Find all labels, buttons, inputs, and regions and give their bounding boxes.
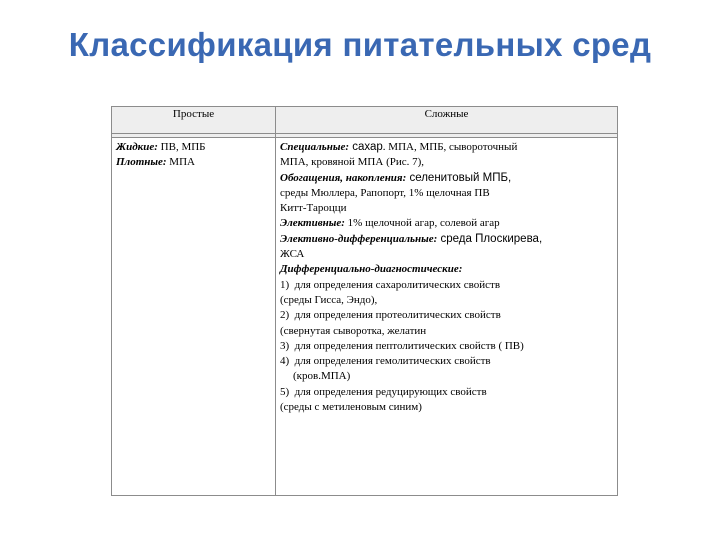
elective-label: Элективные: — [280, 217, 345, 230]
solid-label: Плотные: — [116, 156, 167, 169]
list-item-continuation: (кров.МПА) — [293, 370, 351, 383]
list-item-text: для определения гемолитических свойств — [294, 355, 491, 368]
slide-title: Классификация питательных сред — [68, 26, 652, 63]
list-item-continuation: (свернутая сыворотка, желатин — [280, 324, 427, 337]
list-item-continuation: (среды Гисса, Эндо), — [280, 293, 378, 306]
elect-diff-line-2: ЖСА — [280, 248, 305, 261]
special-line-1 — [280, 140, 613, 155]
liquid-label: Жидкие: — [116, 141, 158, 153]
list-item-text: для определения редуцирующих свойств — [294, 385, 487, 398]
list-item — [280, 308, 613, 323]
list-item-number: 2) — [280, 309, 290, 322]
table-header-row — [112, 107, 618, 134]
elective-line — [280, 216, 613, 231]
list-item — [280, 339, 613, 354]
special-text-1: . МПА, МПБ, сывороточный — [382, 141, 518, 153]
list-item — [280, 385, 613, 400]
list-item — [280, 278, 613, 293]
solid-value: МПА — [166, 156, 195, 169]
enrich-line-2: среды Мюллера, Рапопорт, 1% щелочная ПВ — [280, 186, 490, 199]
special-sugar: сахар — [349, 141, 383, 153]
solid-media-line — [116, 155, 271, 170]
elect-diff-label: Элективно-дифференциальные: — [280, 232, 438, 245]
liquid-media-line — [116, 140, 271, 155]
list-item — [280, 354, 613, 369]
simple-media-cell — [112, 138, 276, 496]
elect-diff-line-1 — [280, 232, 613, 247]
list-item-continuation: (среды с метиленовым синим) — [280, 401, 422, 414]
list-item-number: 4) — [280, 355, 290, 368]
special-label: Специальные: — [280, 141, 350, 153]
diff-diag-heading — [280, 262, 613, 277]
elect-diff-text-1: среда Плоскирева, — [437, 232, 543, 245]
list-item-text: для определения протеолитических свойств — [294, 309, 501, 322]
enrich-line-1 — [280, 171, 613, 186]
elective-text: 1% щелочной агар, солевой агар — [344, 217, 500, 230]
culture-media-table — [111, 106, 618, 496]
enrich-label: Обогащения, накопления: — [280, 171, 407, 184]
header-simple: Простые — [112, 107, 276, 134]
list-item-number: 3) — [280, 339, 290, 352]
complex-media-cell — [276, 138, 618, 496]
header-complex: Сложные — [276, 107, 618, 134]
enrich-line-3: Китт-Тароцци — [280, 202, 347, 215]
special-line-2: МПА, кровяной МПА (Рис. 7), — [280, 156, 425, 169]
enrich-text-1: селенитовый МПБ, — [406, 171, 512, 184]
list-item-text: для определения сахаролитических свойств — [294, 278, 501, 291]
diff-diag-label: Дифференциально-диагностические: — [280, 263, 463, 276]
table-body-row — [112, 138, 618, 496]
liquid-value: ПВ, МПБ — [157, 141, 206, 153]
list-item-text: для определения пептолитических свойств ( ПВ) — [294, 339, 524, 352]
list-item-number: 5) — [280, 385, 290, 398]
list-item-number: 1) — [280, 278, 290, 291]
